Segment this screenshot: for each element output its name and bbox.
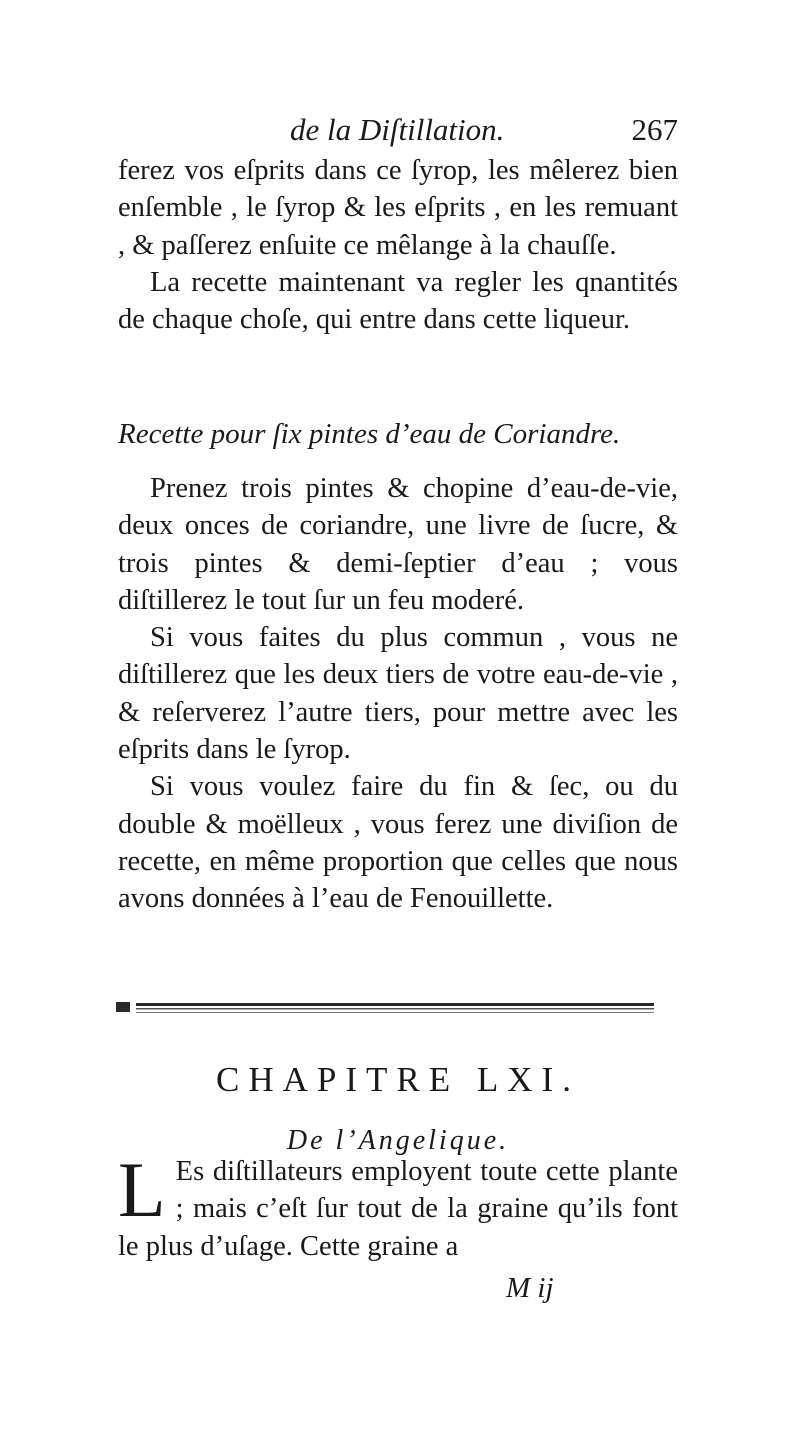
page-number: 267 <box>631 112 678 147</box>
chapter-title: CHAPITRE LXI. <box>216 1060 580 1099</box>
recipe-heading: Recette pour ſix pintes d’eau de Coriandre. <box>118 418 621 450</box>
paragraph-continuation: ferez vos eſprits dans ce ſyrop, les mêlerez bien enſemble , le ſyrop & les eſprits , en les remuant , & paſſerez enſuite ce mêlange à la chauſſe. <box>118 155 678 261</box>
recipe-text <box>118 470 678 918</box>
opening-text <box>118 152 678 338</box>
paragraph-fine: Si vous voulez faire du fin & ſec, ou du double & moëlleux , vous ferez une diviſion de recette, en même proportion que celles que nous avons données à l’eau de Fenouillette. <box>118 771 678 915</box>
signature-mark: M ij <box>506 1272 554 1304</box>
paragraph-common: Si vous faites du plus commun , vous ne diſtillerez que les deux tiers de votre eau-de-vie , & reſerverez l’autre tiers, pour mettre avec les eſprits dans le ſyrop. <box>118 622 678 766</box>
running-title: de la Diſtillation. <box>290 112 505 147</box>
chapter-opening-paragraph <box>118 1146 678 1265</box>
drop-cap: L <box>118 1146 166 1233</box>
paragraph-recipe-intro: La recette maintenant va regler les qnantités de chaque choſe, qui entre dans cette liqueur. <box>118 266 678 336</box>
ornamental-rule-graphic <box>116 998 656 1018</box>
running-head <box>118 112 678 156</box>
chapter-subtitle: De l’Angelique. <box>286 1125 510 1156</box>
ornamental-rule <box>116 998 656 1018</box>
chapter-opening-text: Es diſtillateurs employent toute cette plante ; mais c’eſt ſur tout de la graine qu’ils font le plus d’uſage. Cette graine a <box>118 1156 678 1262</box>
paragraph-ingredients: Prenez trois pintes & chopine d’eau-de-vie, deux onces de coriandre, une livre de ſucre, & trois pintes & demi-ſeptier d’eau ; vous diſtillerez le tout ſur un feu moderé. <box>118 473 678 616</box>
